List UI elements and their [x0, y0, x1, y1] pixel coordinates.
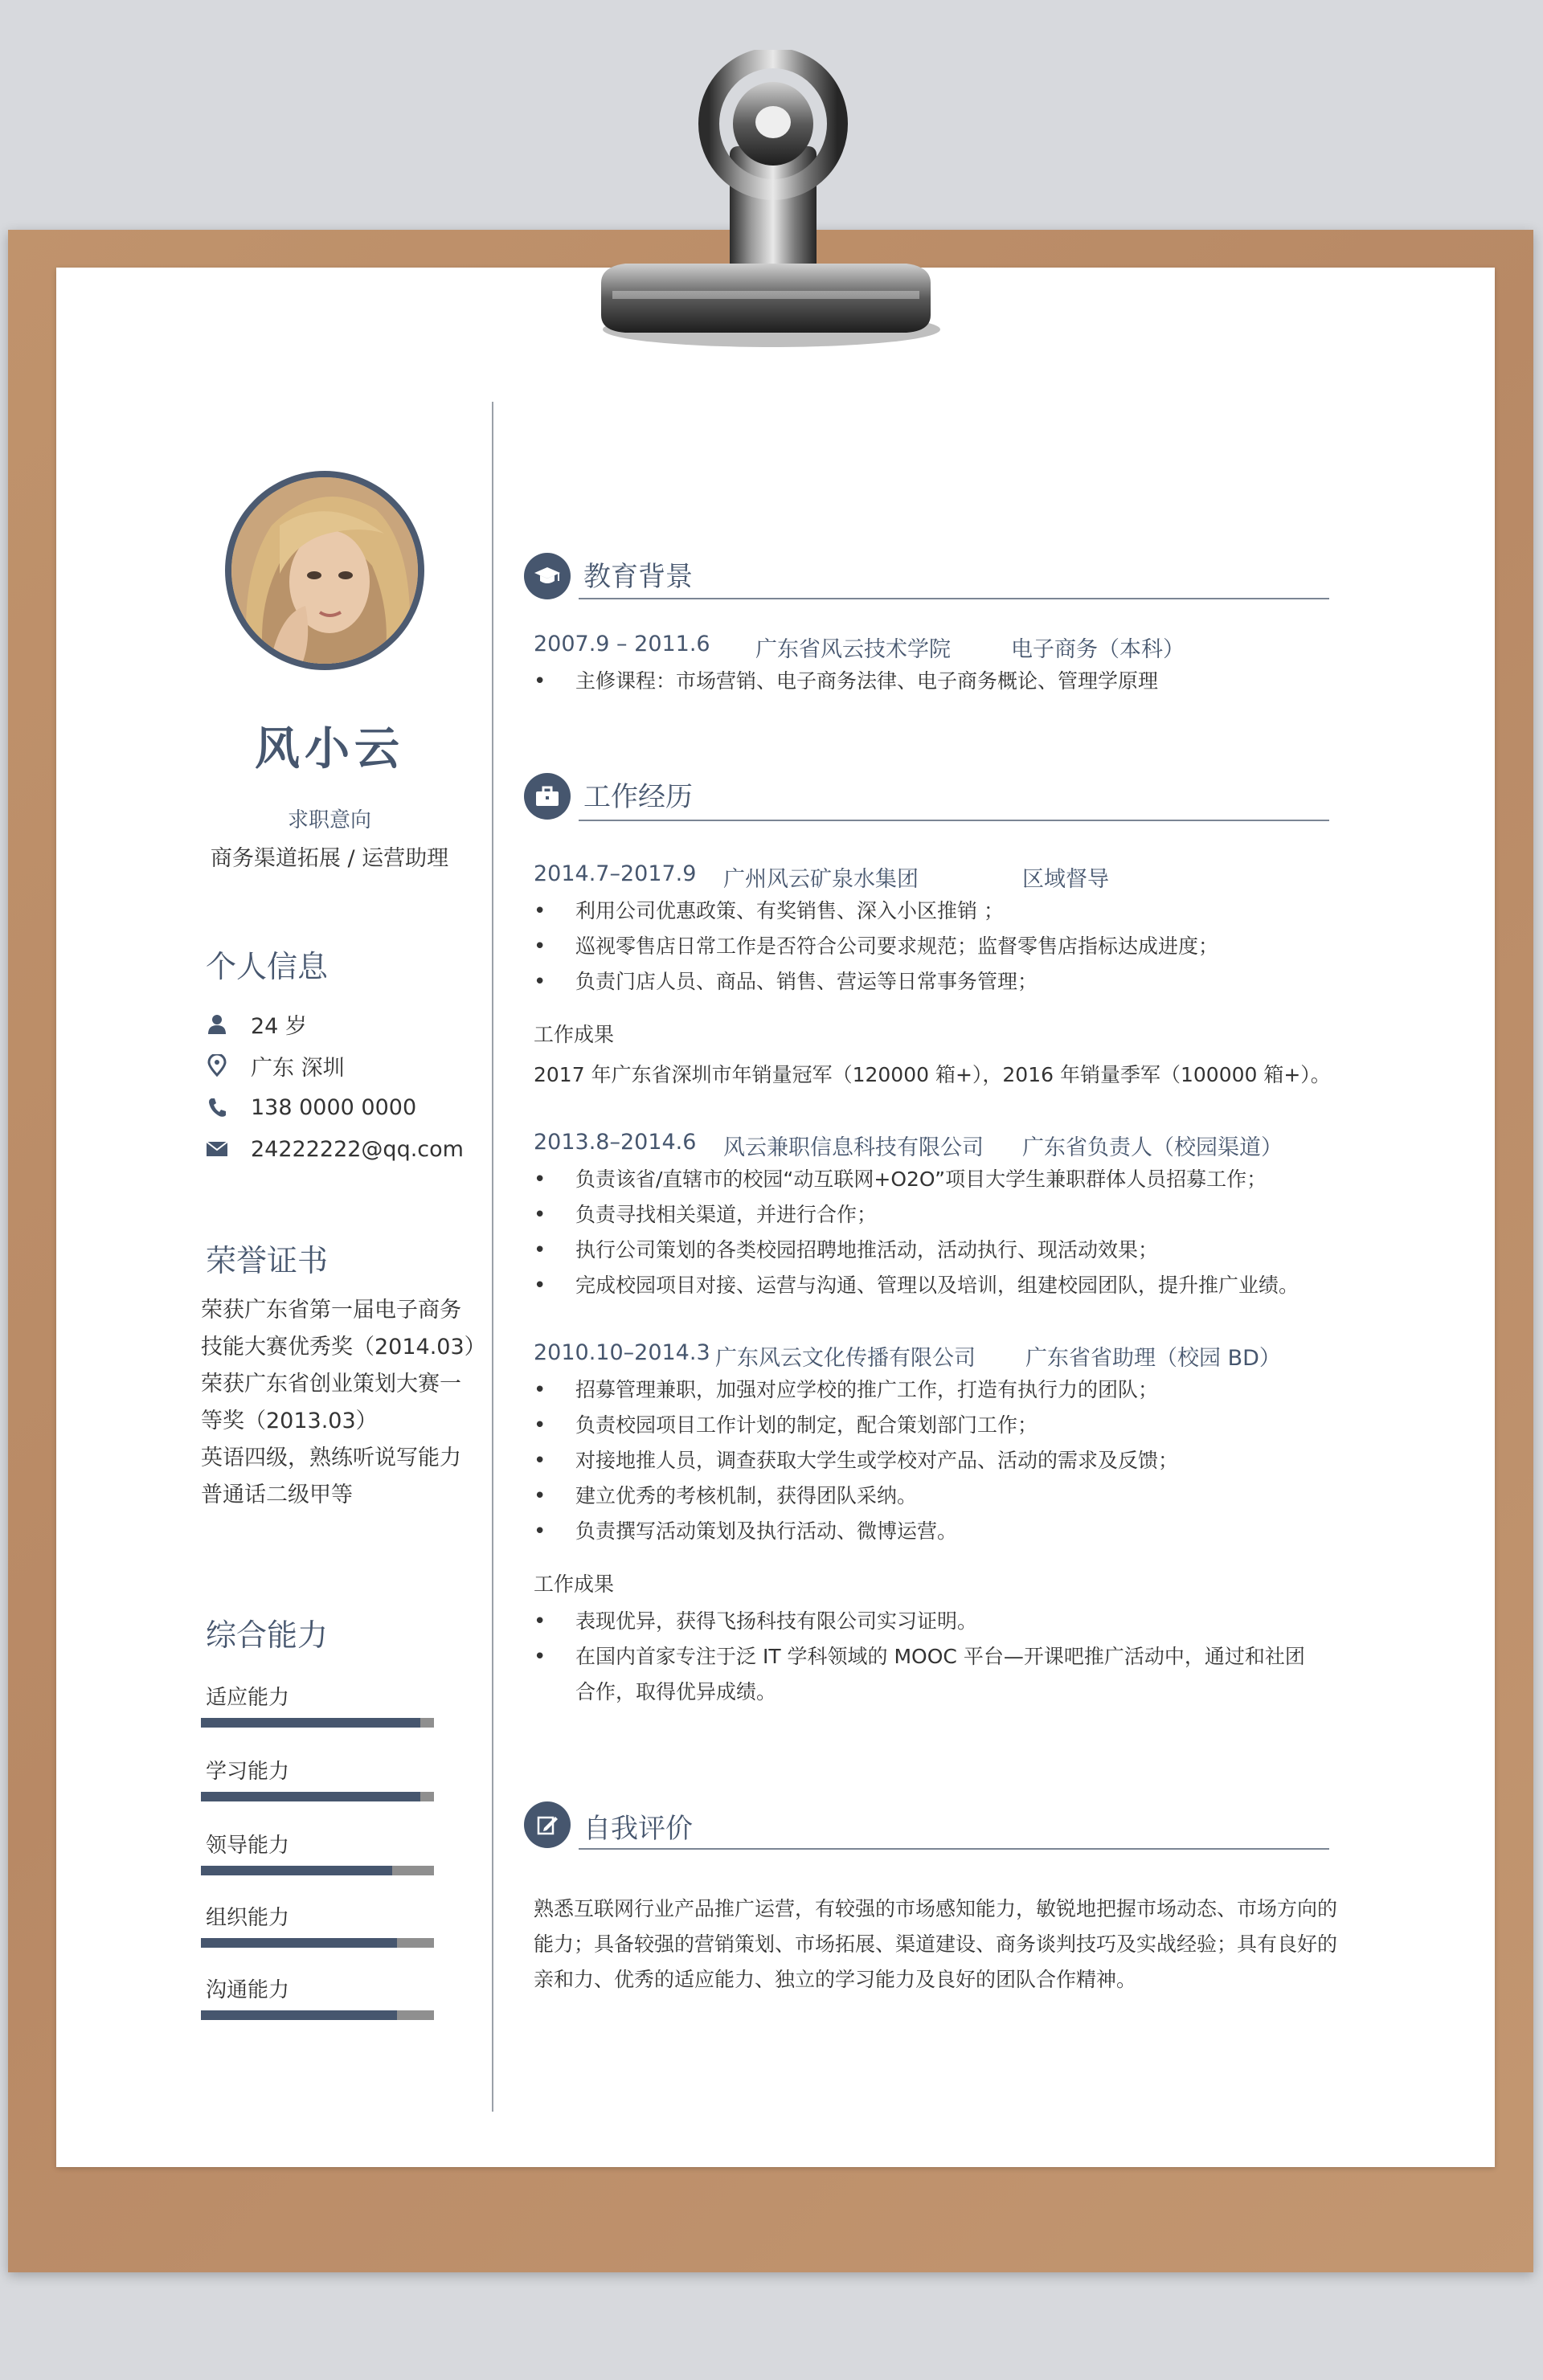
list-item: • 负责撰写活动策划及执行活动、微博运营。	[534, 1514, 1337, 1549]
list-item: • 在国内首家专注于泛 IT 学科领域的 MOOC 平台—开课吧推广活动中，通过和社团合作，取得优异成绩。	[534, 1639, 1305, 1710]
section-rule	[579, 1848, 1329, 1850]
skill-label: 沟通能力	[206, 1978, 290, 2002]
skill-label: 领导能力	[206, 1834, 290, 1858]
phone-value: 138 0000 0000	[251, 1094, 417, 1120]
job-company: 广州风云矿泉水集团	[723, 867, 919, 892]
section-rule	[579, 820, 1329, 821]
job-period: 2013.8–2014.6	[534, 1130, 697, 1155]
job-bullets	[534, 894, 1337, 1000]
email-value[interactable]: 24222222@qq.com	[251, 1136, 464, 1162]
job-bullets	[534, 1372, 1337, 1549]
portrait-photo	[231, 477, 418, 664]
skill-bar	[201, 1792, 434, 1801]
honors-heading: 荣誉证书	[206, 1243, 329, 1278]
education-major: 电子商务（本科）	[1011, 637, 1185, 662]
honor-line: 普通话二级甲等	[201, 1482, 353, 1507]
skill-label: 组织能力	[206, 1906, 290, 1930]
location-icon	[206, 1054, 228, 1077]
graduation-cap-icon	[524, 553, 571, 599]
skill-bar	[201, 2010, 434, 2020]
honor-line: 等奖（2013.03）	[201, 1409, 378, 1433]
list-item: • 利用公司优惠政策、有奖销售、深入小区推销 ；	[534, 894, 1337, 929]
email-row[interactable]	[206, 1133, 464, 1165]
honor-line: 技能大赛优秀奖（2014.03）	[201, 1335, 486, 1360]
list-item: • 对接地推人员，调查获取大学生或学校对产品、活动的需求及反馈；	[534, 1443, 1337, 1478]
location-row	[206, 1049, 345, 1082]
job-company: 风云兼职信息科技有限公司	[723, 1135, 984, 1160]
honor-line: 荣获广东省第一届电子商务	[201, 1298, 461, 1323]
list-item: • 执行公司策划的各类校园招聘地推活动，活动执行、现活动效果；	[534, 1233, 1337, 1268]
job-role: 广东省省助理（校园 BD）	[1025, 1346, 1281, 1371]
education-title: 教育背景	[583, 561, 693, 593]
skills-heading: 综合能力	[206, 1617, 329, 1653]
skill-bar-fill	[201, 1938, 397, 1948]
skill-bar-fill	[201, 1792, 420, 1801]
list-item: • 建立优秀的考核机制，获得团队采纳。	[534, 1478, 1337, 1514]
phone-icon	[206, 1096, 228, 1118]
self-eval-text: 熟悉互联网行业产品推广运营，有较强的市场感知能力，敏锐地把握市场动态、市场方向的能力；具备较强的营销策划、市场拓展、渠道建设、商务谈判技巧及实战经验；具有良好的亲和力、优秀的适应能力、独立的学习能力及良好的团队合作精神。	[534, 1897, 1338, 1991]
result-bullets	[534, 1604, 1305, 1710]
work-title: 工作经历	[583, 781, 693, 813]
skill-bar-fill	[201, 2010, 397, 2020]
list-item: • 完成校园项目对接、运营与沟通、管理以及培训，组建校园团队，提升推广业绩。	[534, 1268, 1337, 1303]
honor-line: 荣获广东省创业策划大赛一	[201, 1372, 461, 1397]
phone-row	[206, 1091, 416, 1123]
result-text: 2017 年广东省深圳市年销量冠军（120000 箱+），2016 年销量季军（100000 箱+）。	[534, 1063, 1331, 1086]
skill-label: 学习能力	[206, 1760, 290, 1784]
self-eval-title: 自我评价	[583, 1813, 693, 1845]
pencil-icon	[524, 1801, 571, 1848]
job-company: 广东风云文化传播有限公司	[715, 1346, 976, 1371]
honor-line: 英语四级，熟练听说写能力	[201, 1446, 461, 1470]
person-icon	[206, 1012, 228, 1035]
location-value: 广东 深圳	[251, 1055, 345, 1081]
job-period: 2010.10–2014.3	[534, 1340, 710, 1365]
result-label: 工作成果	[534, 1572, 615, 1596]
job-role: 区域督导	[1022, 867, 1109, 892]
skill-bar	[201, 1866, 434, 1875]
job-intent-value: 商务渠道拓展 / 运营助理	[210, 846, 449, 871]
list-item: • 主修课程：市场营销、电子商务法律、电子商务概论、管理学原理	[534, 664, 1337, 699]
list-item: • 表现优异，获得飞扬科技有限公司实习证明。	[534, 1604, 1305, 1639]
avatar	[225, 471, 424, 670]
list-item: • 巡视零售店日常工作是否符合公司要求规范；监督零售店指标达成进度；	[534, 929, 1337, 964]
age-value: 24 岁	[251, 1013, 307, 1039]
list-item: • 负责寻找相关渠道，并进行合作；	[534, 1197, 1337, 1233]
skill-bar	[201, 1718, 434, 1728]
section-rule	[579, 598, 1329, 599]
mail-icon	[206, 1138, 228, 1160]
skill-bar	[201, 1938, 434, 1948]
job-intent-label: 求职意向	[287, 808, 371, 832]
list-item: • 负责门店人员、商品、销售、营运等日常事务管理；	[534, 964, 1337, 1000]
honors-list	[201, 1292, 486, 1514]
list-item: • 招募管理兼职，加强对应学校的推广工作，打造有执行力的团队；	[534, 1372, 1337, 1408]
age-row	[206, 1008, 307, 1040]
skill-bar-fill	[201, 1866, 392, 1875]
personal-info-heading: 个人信息	[206, 949, 329, 984]
education-school: 广东省风云技术学院	[755, 637, 951, 662]
job-role: 广东省负责人（校园渠道）	[1022, 1135, 1283, 1160]
result-label: 工作成果	[534, 1023, 615, 1046]
job-period: 2014.7–2017.9	[534, 861, 697, 886]
list-item: • 负责该省/直辖市的校园“动互联网+O2O”项目大学生兼职群体人员招募工作；	[534, 1162, 1337, 1197]
candidate-name: 风小云	[255, 723, 404, 775]
column-divider	[492, 402, 493, 2112]
education-bullets	[534, 664, 1337, 699]
briefcase-icon	[524, 773, 571, 820]
education-period: 2007.9 – 2011.6	[534, 632, 710, 656]
job-bullets	[534, 1162, 1337, 1303]
skill-bar-fill	[201, 1718, 420, 1728]
skill-label: 适应能力	[206, 1686, 290, 1710]
binder-clip-icon	[577, 50, 947, 355]
list-item: • 负责校园项目工作计划的制定，配合策划部门工作；	[534, 1408, 1337, 1443]
